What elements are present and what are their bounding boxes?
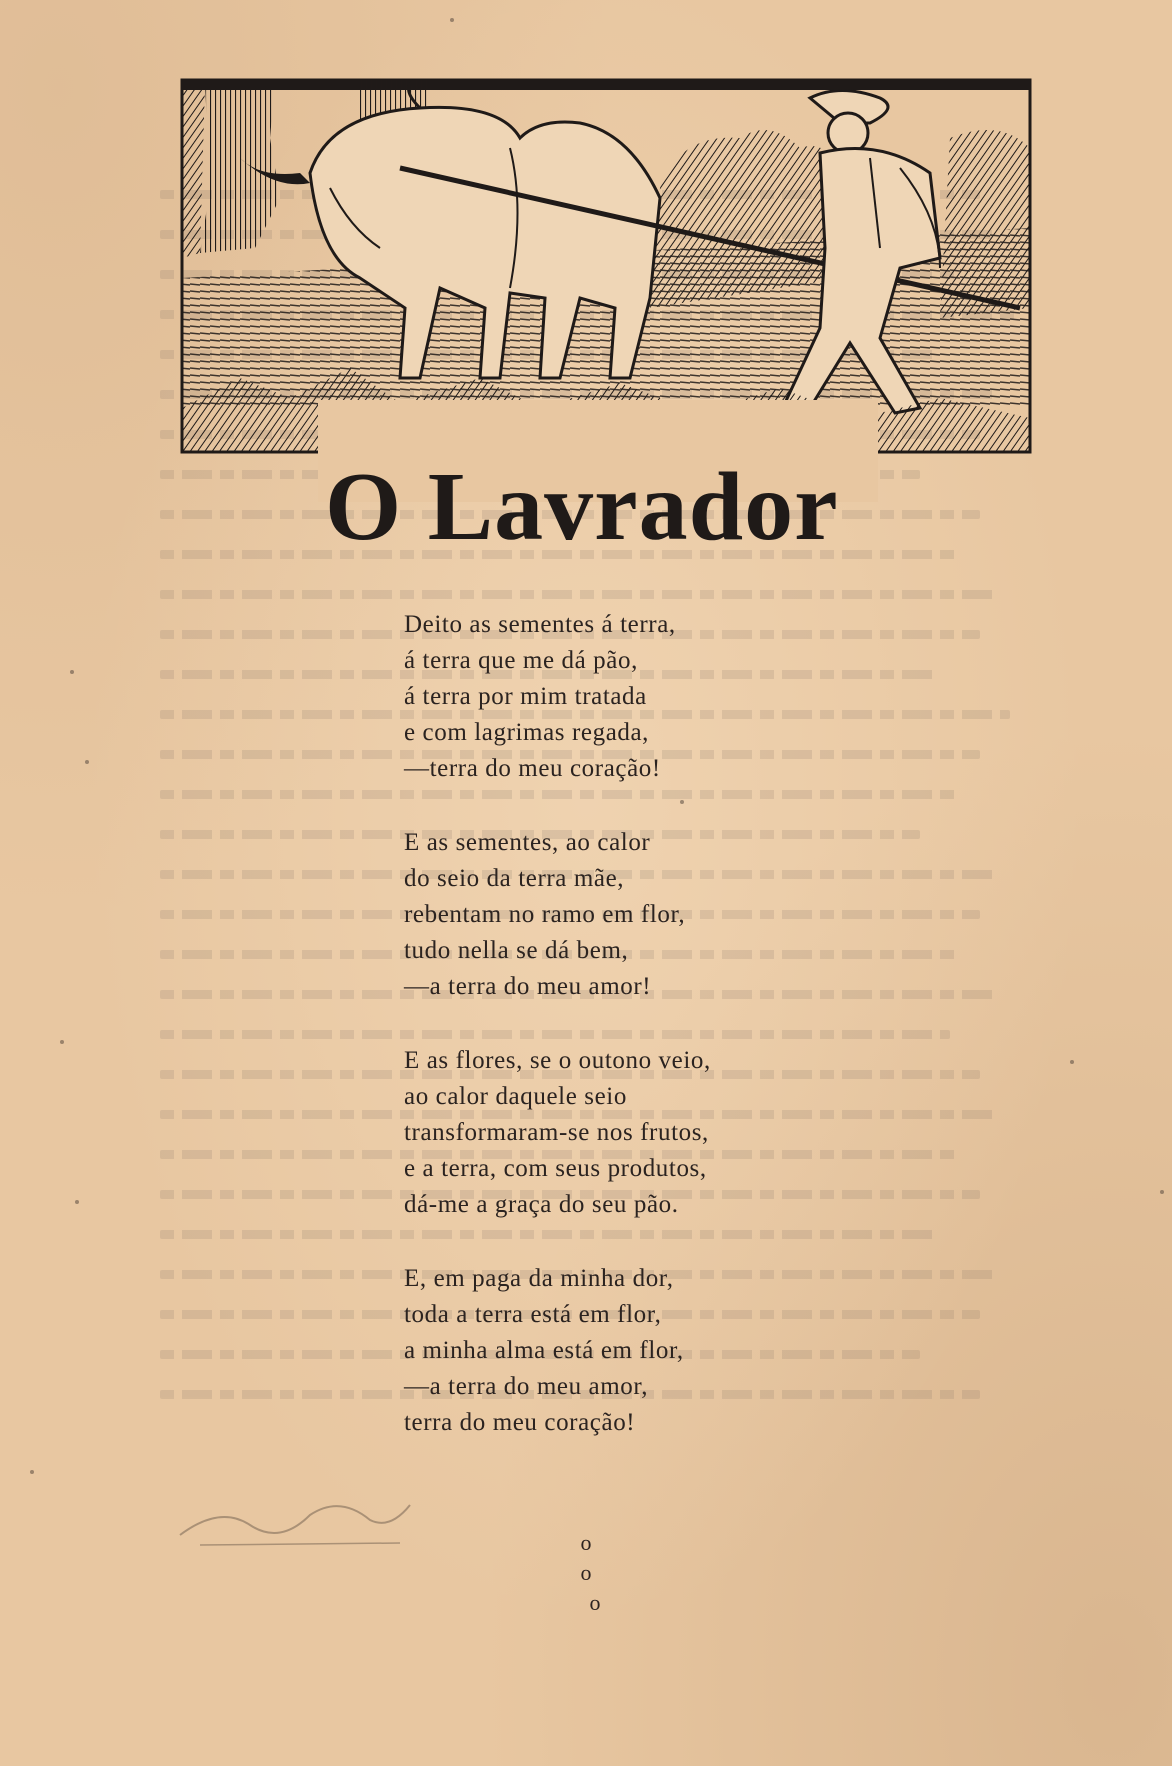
verse-line: á terra que me dá pão, (404, 647, 638, 674)
verse-line: rebentam no ramo em flor, (404, 901, 686, 928)
stanza (404, 607, 904, 787)
ornament-bottom: o (589, 1590, 601, 1615)
verse-line: transformaram-se nos frutos, (404, 1119, 709, 1146)
verse-line: toda a terra está em flor, (404, 1301, 662, 1328)
paper-speck (30, 1470, 34, 1474)
verse-line: dá-me a graça do seu pão. (404, 1191, 679, 1218)
paper-speck (60, 1040, 64, 1044)
verse-line: —a terra do meu amor! (404, 973, 652, 1000)
verse-line: —a terra do meu amor, (404, 1373, 649, 1400)
verse-line: ao calor daquele seio (404, 1083, 627, 1110)
signature-bleed (160, 1465, 420, 1555)
paper-speck (70, 670, 74, 674)
paper-speck (450, 18, 454, 22)
verse-line: e a terra, com seus produtos, (404, 1155, 707, 1182)
page-title: O Lavrador (325, 452, 839, 561)
verse-line: E as sementes, ao calor (404, 829, 651, 856)
paper-speck (1160, 1190, 1164, 1194)
bleed-line (160, 590, 1000, 599)
paper-speck (75, 1200, 79, 1204)
verse-line: terra do meu coração! (404, 1409, 636, 1436)
verse-line: —terra do meu coração! (404, 755, 661, 782)
poem (404, 607, 904, 1479)
paper-speck (85, 760, 89, 764)
ornament (565, 1528, 625, 1618)
paper-speck (1070, 1060, 1074, 1064)
verse-line: do seio da terra mãe, (404, 865, 625, 892)
verse-line: E as flores, se o outono veio, (404, 1047, 711, 1074)
paper-speck (680, 800, 684, 804)
ornament-top: o o (580, 1530, 610, 1585)
verse-line: E, em paga da minha dor, (404, 1265, 674, 1292)
stanza (404, 1043, 904, 1223)
stanza (404, 825, 904, 1005)
verse-line: á terra por mim tratada (404, 683, 647, 710)
verse-line: tudo nella se dá bem, (404, 937, 629, 964)
stanza (404, 1261, 904, 1441)
verse-line: e com lagrimas regada, (404, 719, 650, 746)
verse-line: Deito as sementes á terra, (404, 611, 676, 638)
verse-line: a minha alma está em flor, (404, 1337, 684, 1364)
